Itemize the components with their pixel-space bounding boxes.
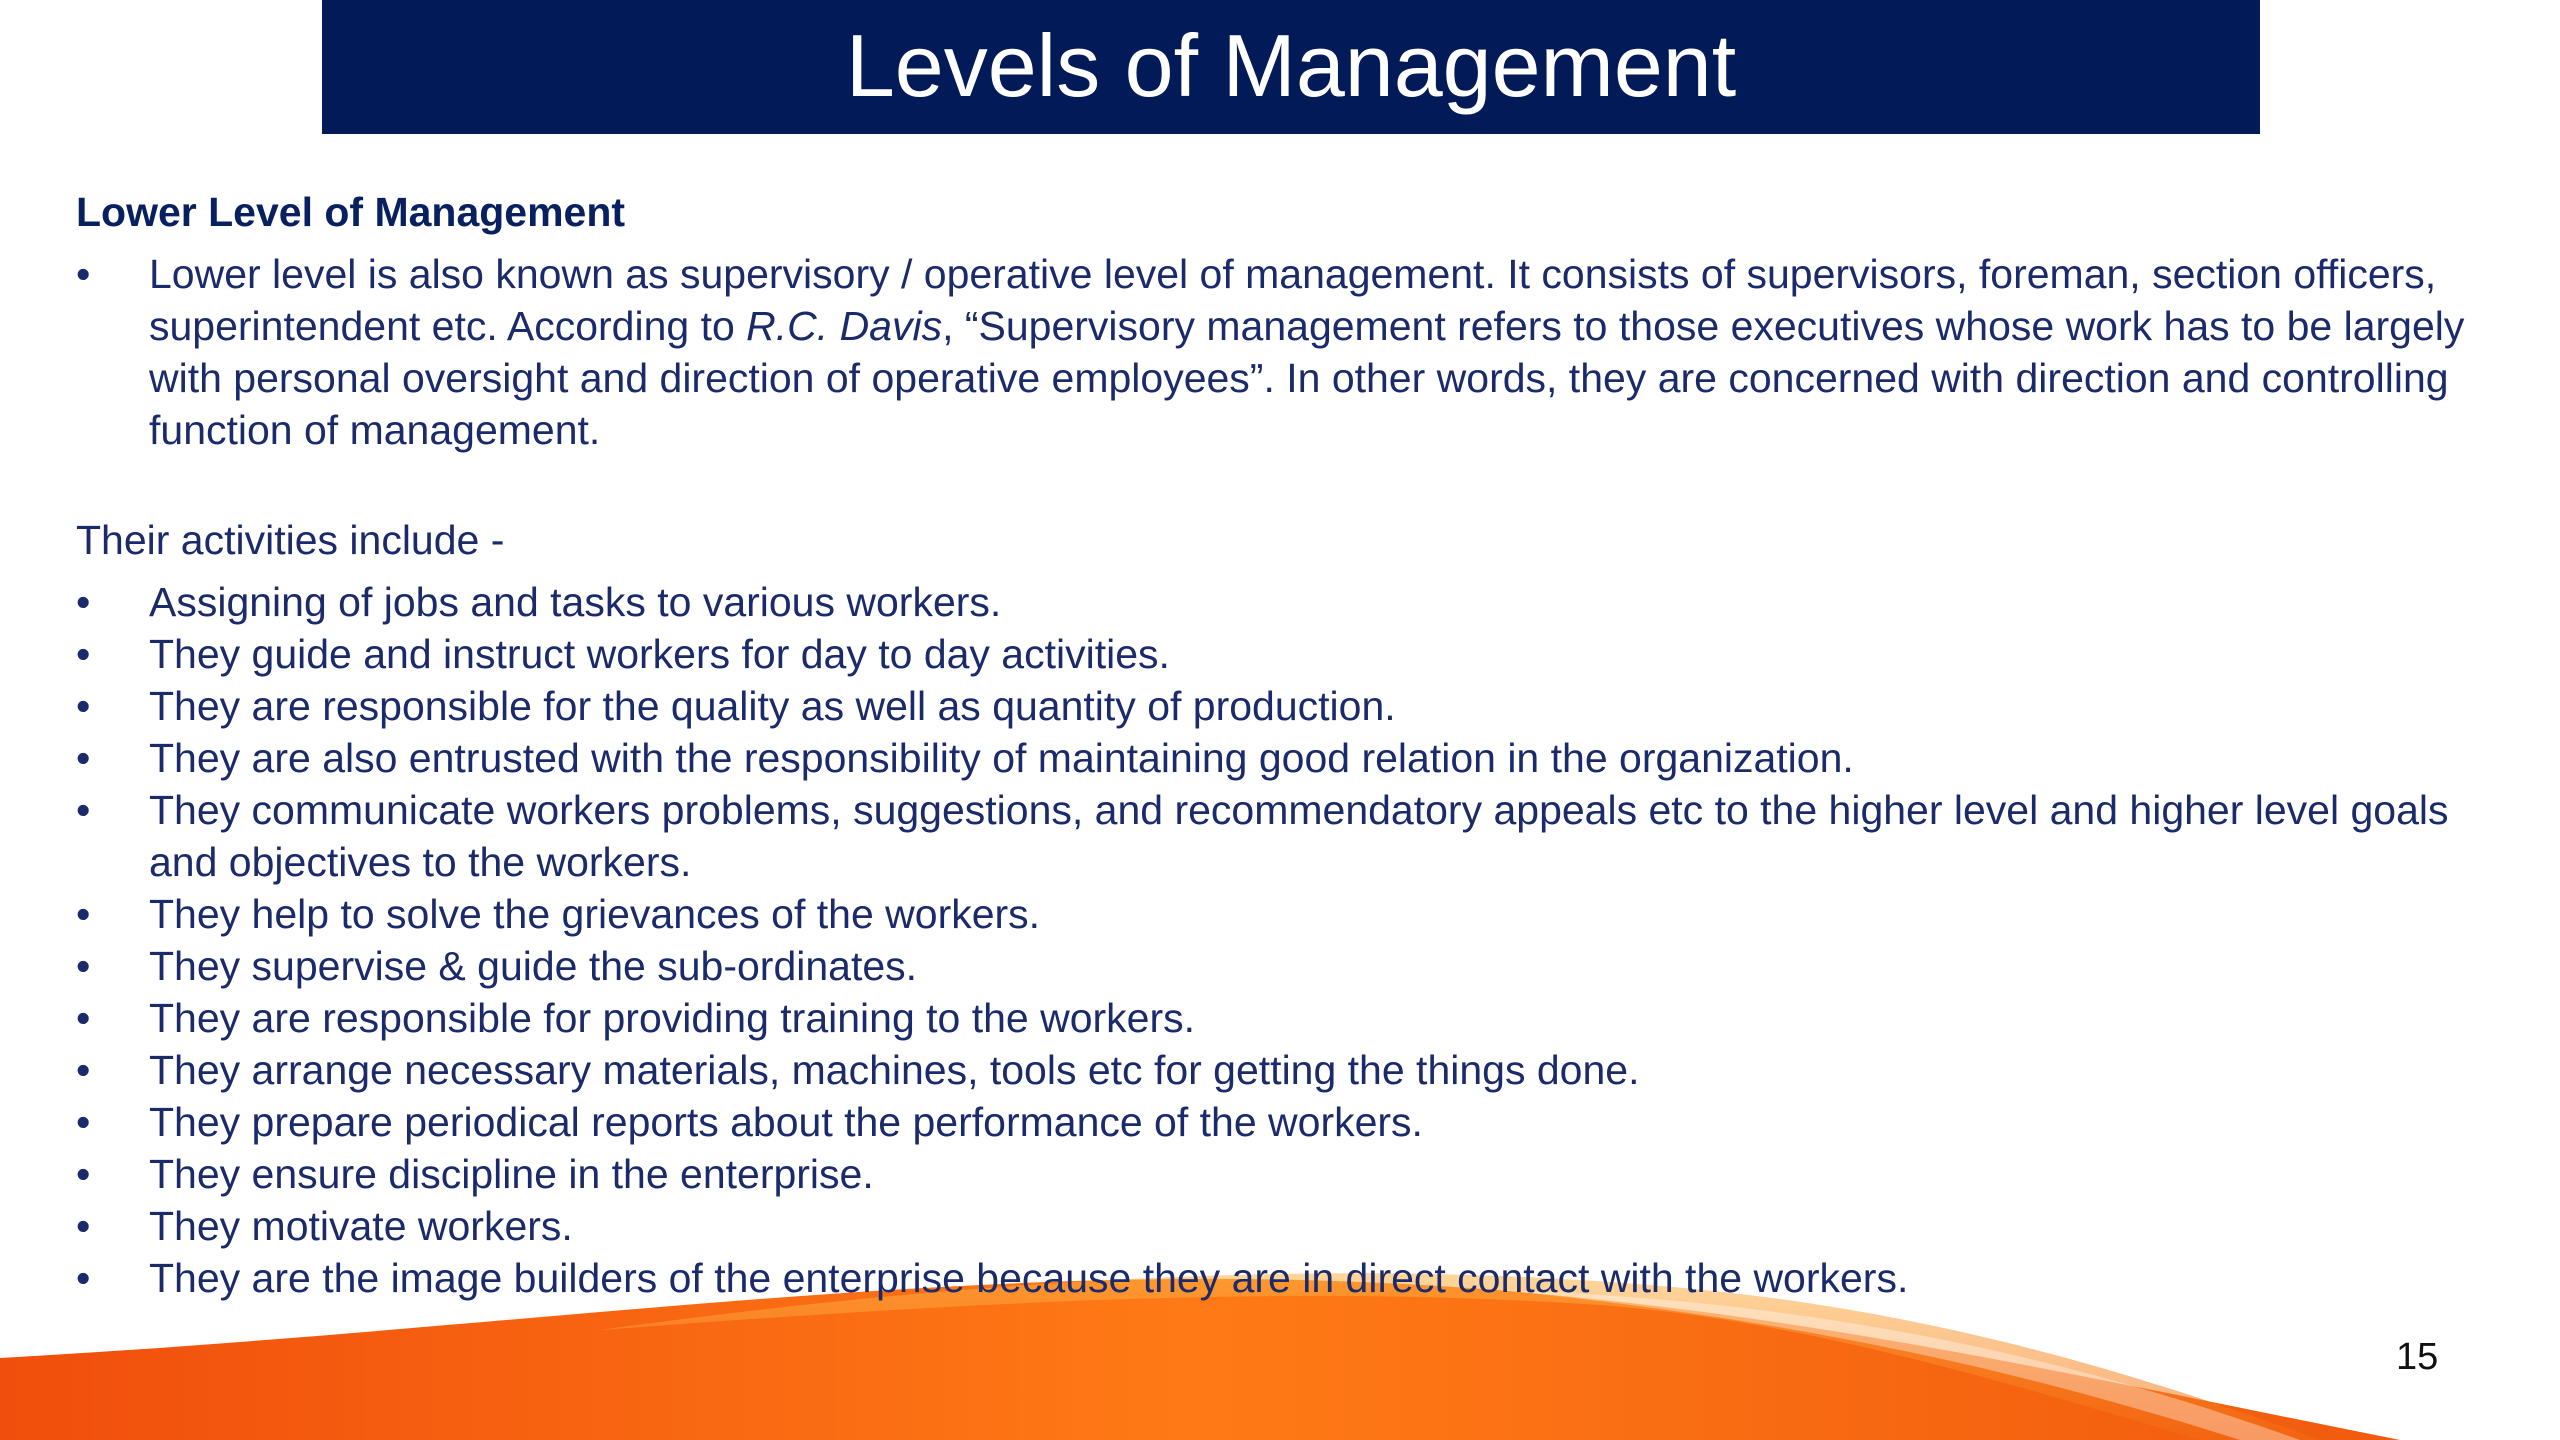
activity-item	[76, 732, 2496, 784]
intro-author: R.C. Davis	[746, 303, 943, 349]
intro-text-part2: , “Supervisory management refers to those executives whose work has to be largely with personal oversight and direction of operative employees”. In other words, they are concerned with direction and controlling function of management.	[149, 303, 2465, 453]
activity-text: They are responsible for the quality as well as quantity of production.	[149, 683, 1396, 729]
activity-item	[76, 1148, 2496, 1200]
bullet-icon: •	[76, 995, 91, 1041]
activity-text: They guide and instruct workers for day to day activities.	[149, 631, 1170, 677]
bullet-icon: •	[76, 891, 91, 937]
bullet-icon: •	[76, 683, 91, 729]
activity-text: Assigning of jobs and tasks to various workers.	[149, 579, 1002, 625]
activity-item	[76, 1252, 2496, 1304]
activity-text: They are also entrusted with the responsibility of maintaining good relation in the organization.	[149, 735, 1854, 781]
bullet-icon: •	[76, 251, 91, 297]
page-number: 15	[2396, 1336, 2439, 1378]
bullet-icon: •	[76, 579, 91, 625]
title-bar	[322, 0, 2260, 134]
activity-text: They communicate workers problems, suggestions, and recommendatory appeals etc to the higher level and higher level goals and objectives to the workers.	[149, 787, 2449, 885]
activity-item	[76, 1096, 2496, 1148]
bullet-icon: •	[76, 1151, 91, 1197]
activities-label: Their activities include -	[76, 517, 505, 563]
activity-item	[76, 888, 2496, 940]
activity-text: They are responsible for providing training to the workers.	[149, 995, 1196, 1041]
activity-item	[76, 992, 2496, 1044]
intro-bullet	[76, 248, 2496, 456]
bullet-icon: •	[76, 1047, 91, 1093]
bullet-icon: •	[76, 735, 91, 781]
activity-text: They prepare periodical reports about the performance of the workers.	[149, 1099, 1423, 1145]
intro-paragraph	[149, 251, 2464, 453]
bullet-icon: •	[76, 1099, 91, 1145]
activities-list	[76, 576, 2496, 1304]
bullet-icon: •	[76, 1203, 91, 1249]
activity-item	[76, 784, 2496, 888]
bullet-icon: •	[76, 631, 91, 677]
activity-text: They arrange necessary materials, machines, tools etc for getting the things done.	[149, 1047, 1640, 1093]
bullet-icon: •	[76, 1255, 91, 1301]
activity-item	[76, 576, 2496, 628]
activity-item	[76, 1200, 2496, 1252]
intro-list	[76, 248, 2496, 456]
slide-title: Levels of Management	[845, 16, 1737, 115]
activity-item	[76, 628, 2496, 680]
activity-item	[76, 940, 2496, 992]
activity-item	[76, 1044, 2496, 1096]
bullet-icon: •	[76, 943, 91, 989]
activity-text: They are the image builders of the enterprise because they are in direct contact with the workers.	[149, 1255, 1909, 1301]
bullet-icon: •	[76, 787, 91, 833]
activity-text: They motivate workers.	[149, 1203, 573, 1249]
section-heading: Lower Level of Management	[76, 189, 626, 235]
activity-text: They supervise & guide the sub-ordinates.	[149, 943, 918, 989]
activity-text: They ensure discipline in the enterprise.	[149, 1151, 874, 1197]
intro-text-part1: Lower level is also known as supervisory / operative level of management. It consists of supervisors, foreman, section officers, superintendent etc. According to	[149, 251, 2437, 349]
activity-text: They help to solve the grievances of the workers.	[149, 891, 1041, 937]
activity-item	[76, 680, 2496, 732]
slide-content	[76, 186, 2496, 1304]
